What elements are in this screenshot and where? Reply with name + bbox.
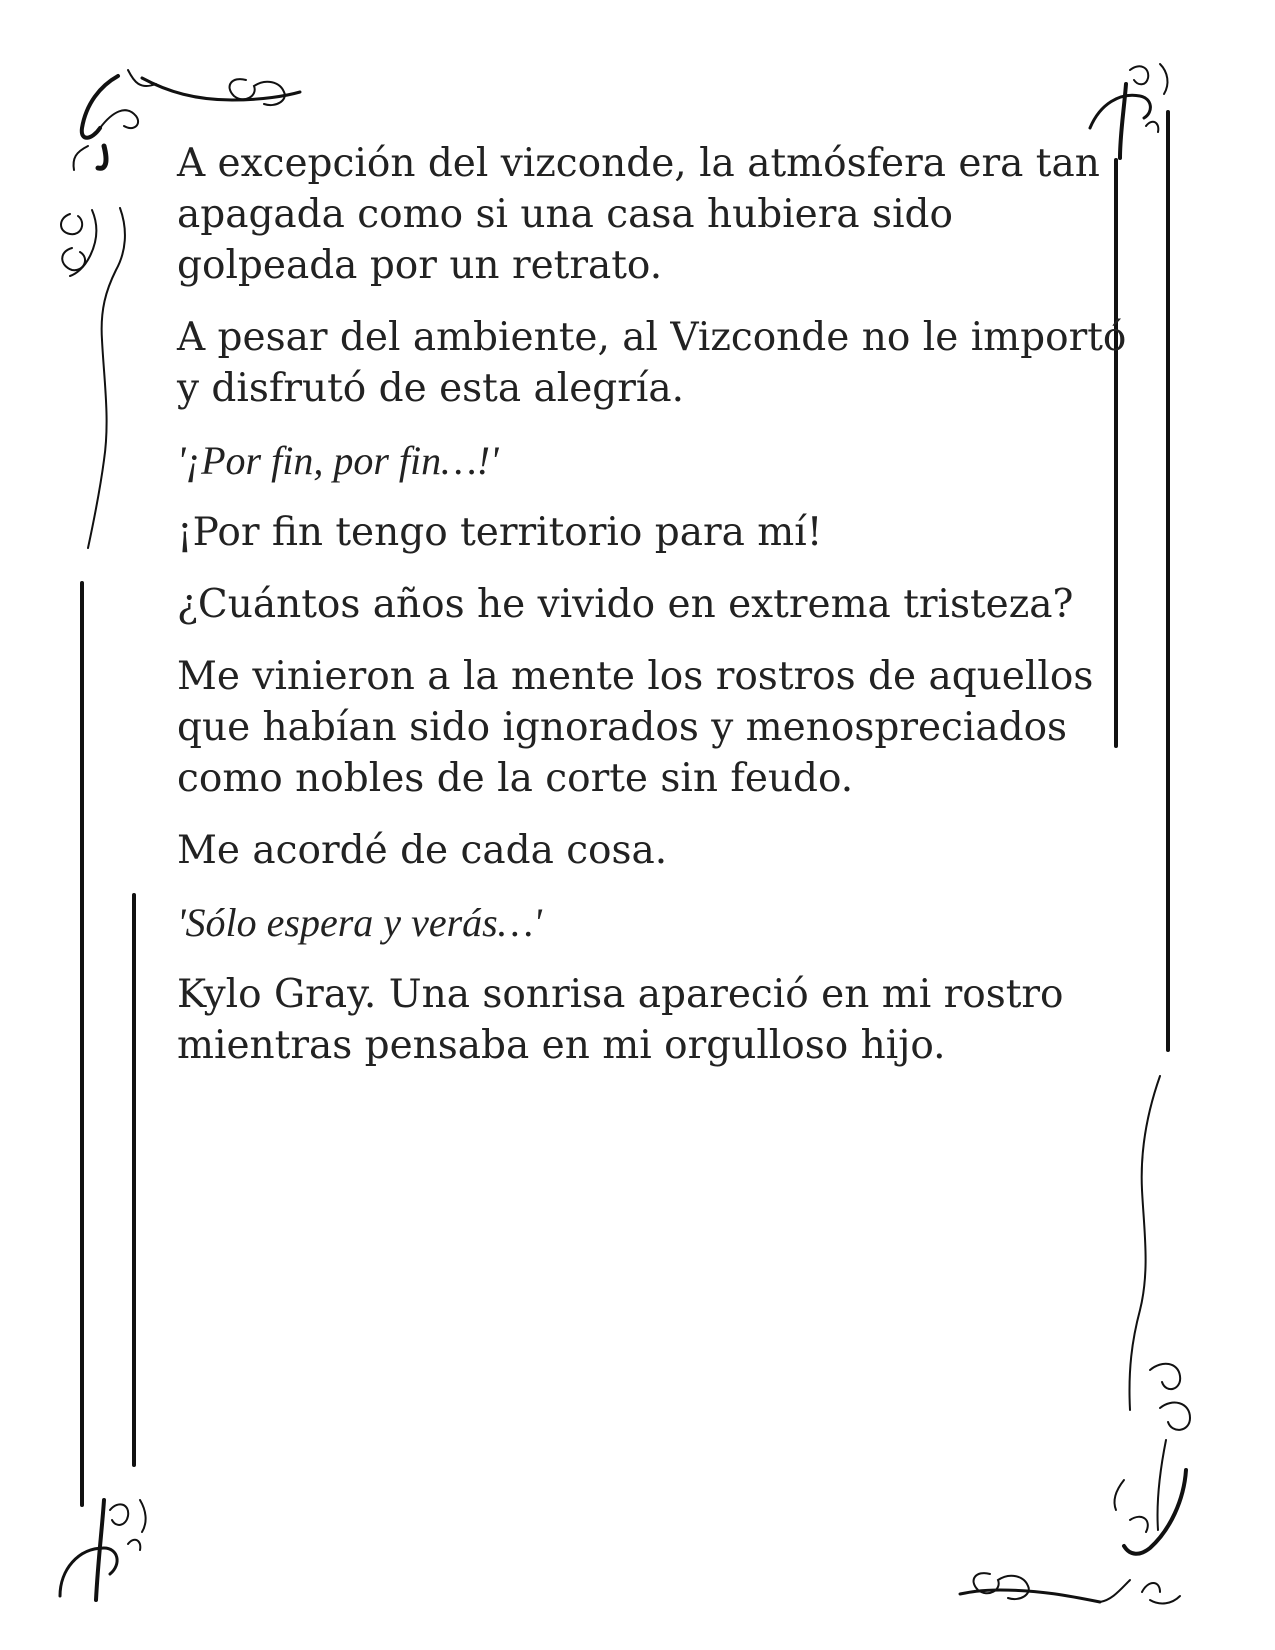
text-line: ¿Cuántos años he vivido en extrema tristeza? (177, 582, 1074, 627)
story-text (177, 138, 1127, 1092)
text-line: A excepción del vizconde, la atmósfera era tan (177, 141, 1100, 186)
paragraph-6 (177, 651, 1107, 804)
text-line: apagada como si una casa hubiera sido (177, 192, 953, 237)
text-line: que habían sido ignorados y menospreciados (177, 705, 1068, 750)
text-line: Kylo Gray. Una sonrisa apareció en mi rostro (177, 972, 1064, 1017)
text-line: como nobles de la corte sin feudo. (177, 756, 854, 801)
paragraph-2 (177, 312, 1127, 414)
paragraph-7 (177, 825, 1107, 876)
text-line: A pesar del ambiente, al Vizconde no le importó (177, 315, 1127, 360)
text-line: mientras pensaba en mi orgulloso hijo. (177, 1023, 946, 1068)
paragraph-5 (177, 579, 1107, 630)
paragraph-4 (177, 507, 1107, 558)
thought-1 (177, 435, 1107, 486)
text-line: '¡Por fin, por fin…!' (177, 438, 499, 483)
text-line: Me acordé de cada cosa. (177, 828, 668, 873)
text-line: golpeada por un retrato. (177, 243, 663, 288)
paragraph-1 (177, 138, 1107, 291)
bottom-left-flourish (60, 1500, 146, 1600)
paragraph-9 (177, 969, 1107, 1071)
text-line: ¡Por fin tengo territorio para mí! (177, 510, 823, 555)
thought-2 (177, 897, 1107, 948)
text-line: Me vinieron a la mente los rostros de aquellos (177, 654, 1094, 699)
text-line: 'Sólo espera y verás…' (177, 900, 542, 945)
bottom-right-flourish (960, 1076, 1190, 1603)
text-line: y disfrutó de esta alegría. (177, 366, 685, 411)
